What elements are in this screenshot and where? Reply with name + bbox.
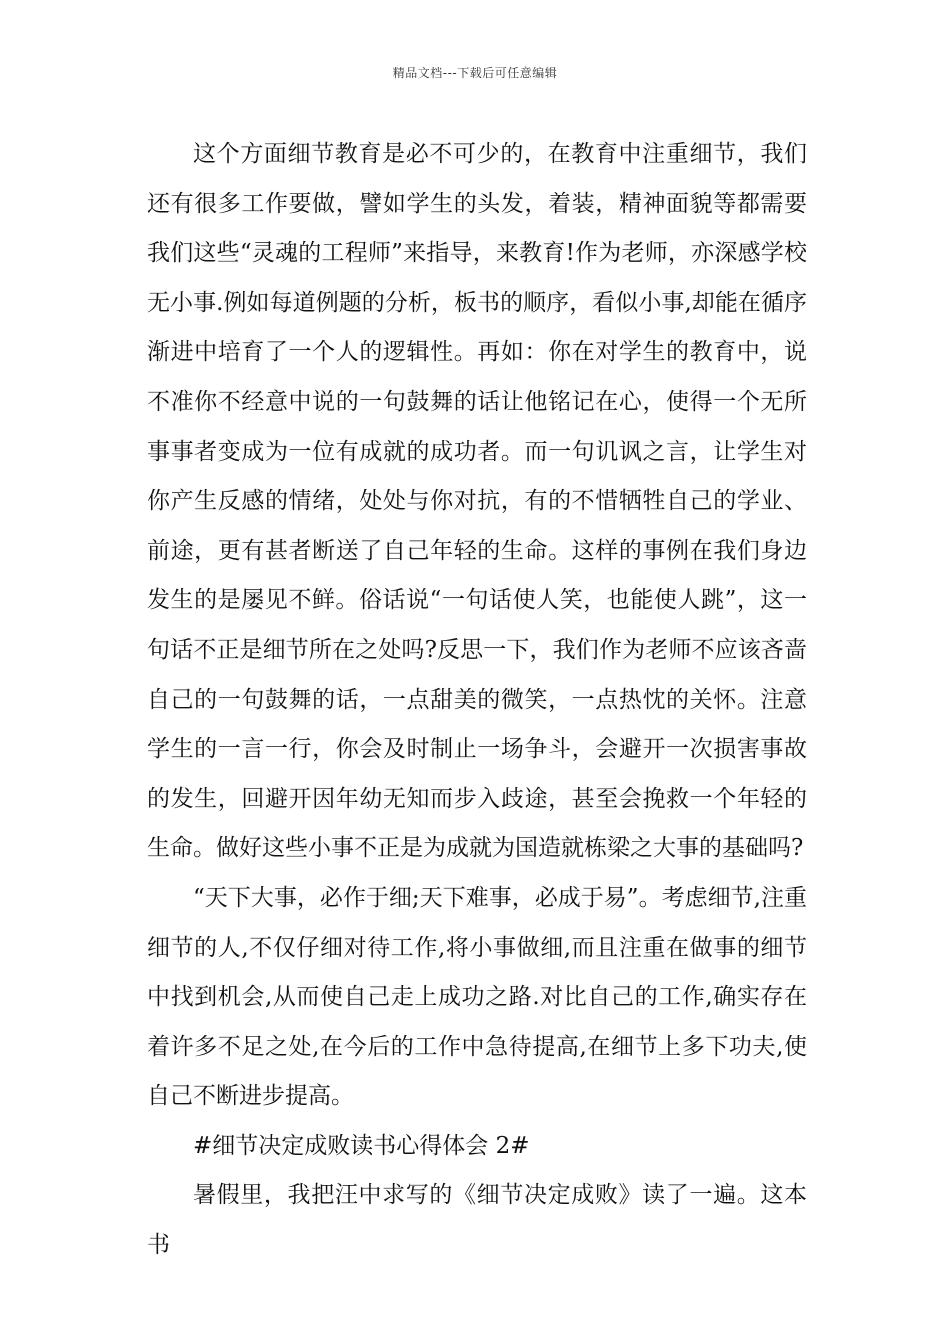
page-header: 精品文档---下载后可任意编辑	[392, 66, 558, 80]
paragraph-details-education: 这个方面细节教育是必不可少的，在教育中注重细节，我们还有很多工作要做，譬如学生的头发，着装，精神面貌等都需要我们这些“灵魂的工程师”来指导，来教育!作为老师，亦深感学校无小事.例如每道例题的分析，板书的顺序，看似小事,却能在循序渐进中培育了一个人的逻辑性。再如：你在对学生的教育中，说不准你不经意中说的一句鼓舞的话让他铭记在心，使得一个无所事事者变成为一位有成就的成功者。而一句讥讽之言，让学生对你产生反感的情绪，处处与你对抗，有的不惜牺牲自己的学业、前途，更有甚者断送了自己年轻的生命。这样的事例在我们身边发生的是屡见不鲜。俗话说“一句话使人笑，也能使人跳”，这一句话不正是细节所在之处吗?反思一下，我们作为老师不应该吝啬自己的一句鼓舞的话，一点甜美的微笑，一点热忱的关怀。注意学生的一言一行，你会及时制止一场争斗，会避开一次损害事故的发生，回避开因年幼无知而步入歧途，甚至会挽救一个年轻的生命。做好这些小事不正是为成就为国造就栋梁之大事的基础吗?	[147, 141, 807, 862]
paragraph-summer-reading: 暑假里，我把汪中求写的《细节决定成败》读了一遍。这本书	[147, 1182, 807, 1259]
section-heading: #细节决定成败读书心得体会 2#	[193, 1132, 530, 1159]
paragraph-great-things: “天下大事，必作于细;天下难事，必成于易”。考虑细节,注重细节的人,不仅仔细对待工作,将小事做细,而且注重在做事的细节中找到机会,从而使自己走上成功之路.对比自己的工作,确实存在着许多不足之处,在今后的工作中急待提高,在细节上多下功夫,使自己不断进步提高。	[147, 884, 807, 1110]
document-body	[147, 130, 807, 1271]
